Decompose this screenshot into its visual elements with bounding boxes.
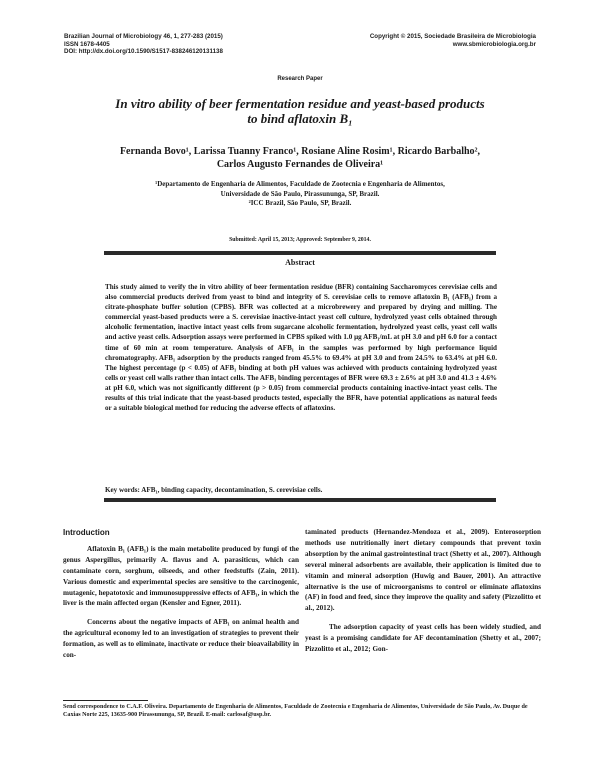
affiliation-line-2: Universidade de São Paulo, Pirassununga, SP, Brazil.: [220, 189, 380, 198]
right-column: [305, 527, 541, 663]
left-column: [63, 528, 299, 669]
affiliations: [95, 180, 505, 209]
affiliation-line-3: ²ICC Brazil, São Paulo, SP, Brazil.: [248, 199, 352, 207]
title-line-2: to bind aflatoxin B₁: [247, 111, 353, 126]
title-line-1: In vitro ability of beer fermentation residue and yeast-based products: [115, 96, 485, 111]
journal-doi[interactable]: DOI: http://dx.doi.org/10.1590/S1517-838246120131138: [64, 48, 223, 56]
keywords: Key words: AFB₁, binding capacity, decontamination, S. cerevisiae cells.: [105, 486, 323, 494]
author-list: [90, 145, 510, 171]
abstract-bottom-rule: [104, 498, 496, 502]
intro-paragraph: Concerns about the negative impacts of AFB₁ on animal health and the agricultural economy led to an investigation of strategies to prevent their formation, as well as to eliminate, inactivate or reduce their bioavailability in con-: [63, 618, 299, 660]
abstract-heading: Abstract: [285, 258, 315, 267]
abstract-top-rule: [104, 251, 496, 255]
authors-line-2: Carlos Augusto Fernandes de Oliveira¹: [216, 159, 384, 170]
journal-header: [64, 33, 223, 56]
copyright-line: Copyright © 2015, Sociedade Brasileira de Microbiologia: [369, 33, 536, 40]
affiliation-line-1: ¹Departamento de Engenharia de Alimentos, Faculdade de Zootecnia e Engenharia de Alimentos,: [155, 180, 445, 188]
submission-dates: Submitted: April 15, 2013; Approved: September 9, 2014.: [229, 237, 371, 243]
article-type: Research Paper: [277, 76, 323, 82]
copyright-header: [370, 33, 536, 48]
intro-paragraph: taminated products (Hernandez-Mendoza et al., 2009). Enterosorption methods use nutritionally inert dietary compounds that prevent toxin absorption by the animal gastrointestinal tract (Shetty et al., 2007). Although several mineral adsorbents are available, their application is limited due to vitamin and mineral adsorption (Huwig and Bauer, 2001). An attractive alternative is the use of microorganisms to control or eliminate aflatoxins (AF) in food and feed, since they improve the quality and safety (Pizzolitto et al., 2012).: [305, 528, 541, 613]
footnote-rule: [63, 700, 148, 701]
abstract-text: This study aimed to verify the in vitro ability of beer fermentation residue (BFR) containing Saccharomyces cerevisiae cells and also commercial products derived from yeast to bind and integrity of S. cerevisiae cells to remove aflatoxin B₁ (AFB₁) from a citrate-phosphate buffer solution (CPBS). BFR was collected at a microbrewery and prepared by drying and milling. The commercial yeast-based products were a S. cerevisiae inactive-intact yeast cell culture, hydrolyzed yeast cells obtained through alcoholic fermentation, inactive intact yeast cells from sugarcane alcoholic fermentation, hydrolyzed yeast cells, yeast cell walls and active yeast cells. Adsorption assays were performed in CPBS spiked with 1.0 μg AFB₁/mL at pH 3.0 and pH 6.0 for a contact time of 60 min at room temperature. Analysis of AFB₁ in the samples was performed by high performance liquid chromatography. AFB₁ adsorption by the products ranged from 45.5% to 69.4% at pH 3.0 and from 24.5% to 63.4% at pH 6.0. The highest percentage (p < 0.05) of AFB₁ binding at both pH values was achieved with products containing hydrolyzed yeast cells or yeast cell walls rather than intact cells. The AFB₁ binding percentages of BFR were 69.3 ± 2.6% at pH 3.0 and 41.3 ± 4.6% at pH 6.0, which was not significantly different (p > 0.05) from commercial products containing inactive-intact yeast cells. The results of this trial indicate that the yeast-based products tested, especially the BFR, have potential applications as natural feeds or a suitable biological method for reducing the adverse effects of aflatoxins.: [105, 283, 497, 413]
journal-citation: Brazilian Journal of Microbiology 46, 1, 277-283 (2015): [64, 33, 223, 40]
introduction-heading: Introduction: [63, 528, 110, 537]
correspondence-footnote: Send correspondence to C.A.F. Oliveira. Departamento de Engenharia de Alimentos, Faculdade de Zootecnia e Engenharia de Alimentos, Universidade de São Paulo, Av. Duque de Caxias Norte 225, 13635-900 Pirassununga, SP, Brazil. E-mail: carlosaf@usp.br.: [63, 704, 528, 718]
paper-title: [90, 96, 510, 126]
intro-paragraph: The adsorption capacity of yeast cells has been widely studied, and yeast is a promising candidate for AF decontamination (Shetty et al., 2007; Pizzolitto et al., 2012; Gon-: [305, 623, 541, 654]
journal-url[interactable]: www.sbmicrobiologia.org.br: [452, 40, 536, 48]
authors-line-1: Fernanda Bovo¹, Larissa Tuanny Franco¹, Rosiane Aline Rosim¹, Ricardo Barbalho²,: [119, 146, 481, 157]
journal-issn: ISSN 1678-4405: [64, 40, 110, 48]
intro-paragraph: Aflatoxin B₁ (AFB₁) is the main metabolite produced by fungi of the genus Aspergillus, primarily A. flavus and A. parasiticus, which can contaminate corn, sorghum, oilseeds, and other feedstuffs (Zain, 2011). Various domestic and experimental species are sensitive to the carcinogenic, mutagenic, hepatotoxic and immunosuppressive effects of AFB₁, in which the liver is the main affected organ (Kensler and Egner, 2011).: [63, 544, 299, 608]
